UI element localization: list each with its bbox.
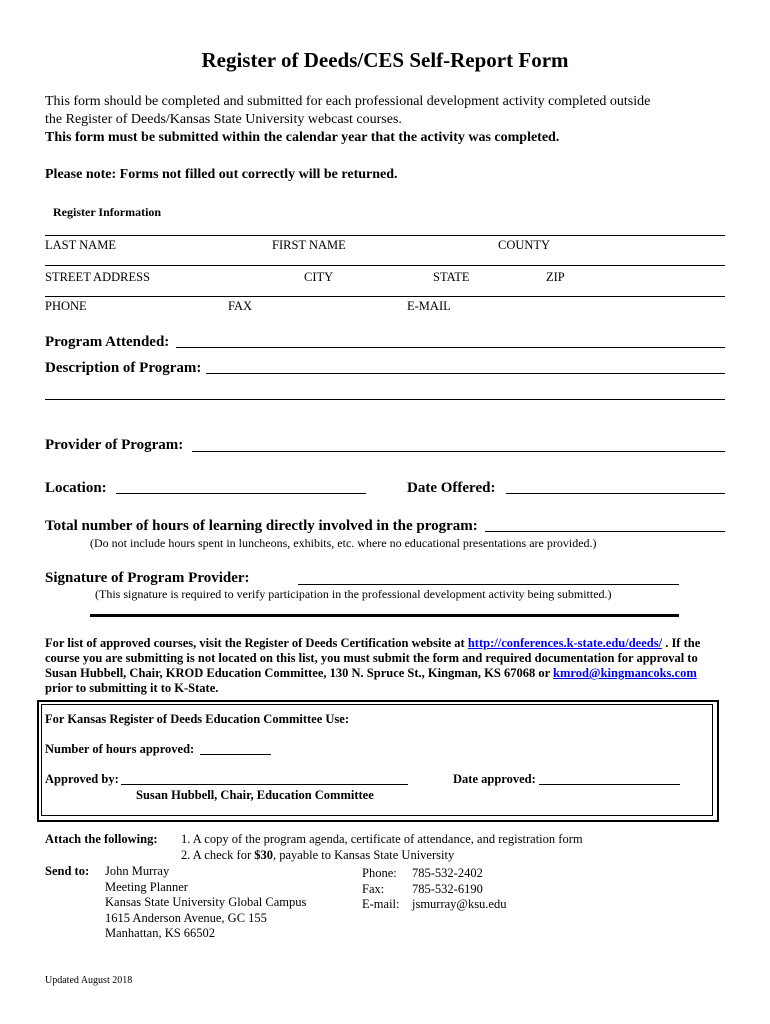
intro-line-1: This form should be completed and submitted for each professional development activity completed outside <box>45 94 651 109</box>
last-name-label: LAST NAME <box>45 238 116 252</box>
contact-fax: 785-532-6190 <box>412 881 483 896</box>
contact-labels <box>362 866 400 913</box>
date-approved-label: Date approved: <box>453 772 536 786</box>
hours-note: (Do not include hours spent in luncheons, exhibits, etc. where no educational presentations are provided.) <box>90 536 597 550</box>
date-offered-field[interactable] <box>506 493 725 494</box>
contact-email: jsmurray@ksu.edu <box>412 897 507 911</box>
state-label: STATE <box>433 270 470 284</box>
total-hours-field[interactable] <box>485 531 725 532</box>
program-attended-label: Program Attended: <box>45 334 170 350</box>
hours-approved-field[interactable] <box>200 754 271 755</box>
chair-name: Susan Hubbell, Chair, Education Committee <box>136 788 374 802</box>
intro-line-2: the Register of Deeds/Kansas State University webcast courses. <box>45 112 402 127</box>
signature-label: Signature of Program Provider: <box>45 570 250 586</box>
attach-item-2-text-b: , payable to Kansas State University <box>273 848 455 862</box>
courses-paragraph <box>45 636 735 696</box>
provider-field[interactable] <box>192 451 725 452</box>
intro-line-3: This form must be submitted within the calendar year that the activity was completed. <box>45 130 560 145</box>
footer-updated: Updated August 2018 <box>45 975 133 986</box>
deeds-website-link[interactable]: http://conferences.k-state.edu/deeds/ <box>467 636 663 650</box>
attach-item-2 <box>181 848 454 863</box>
provider-label: Provider of Program: <box>45 437 184 453</box>
street-address-label: STREET ADDRESS <box>45 270 150 284</box>
program-description-field[interactable] <box>206 373 725 374</box>
location-field[interactable] <box>116 493 366 494</box>
divider <box>45 265 725 266</box>
courses-line-2: course you are submitting is not located on this list, you must submit the form and required documentation for approval to <box>45 651 698 665</box>
first-name-label: FIRST NAME <box>272 238 346 252</box>
fax-label: FAX <box>228 299 253 313</box>
courses-text-2: . If the <box>662 636 701 650</box>
committee-heading: For Kansas Register of Deeds Education Committee Use: <box>45 712 350 726</box>
divider <box>45 296 725 297</box>
send-to-label: Send to: <box>45 864 90 878</box>
divider <box>45 235 725 236</box>
send-address <box>105 864 306 942</box>
page-title: Register of Deeds/CES Self-Report Form <box>201 48 569 72</box>
krod-email-link[interactable]: kmrod@kingmancoks.com <box>553 666 697 680</box>
send-city: Manhattan, KS 66502 <box>105 926 216 940</box>
note-text: Please note: Forms not filled out correctly will be returned. <box>45 167 398 182</box>
approved-by-field[interactable] <box>121 784 408 785</box>
contact-phone: 785-532-2402 <box>412 866 483 880</box>
divider-thick <box>90 614 679 617</box>
attach-label: Attach the following: <box>45 832 158 846</box>
contact-values <box>412 866 506 913</box>
attach-item-1: 1. A copy of the program agenda, certificate of attendance, and registration form <box>181 832 583 846</box>
send-org: Kansas State University Global Campus <box>105 895 307 909</box>
courses-line-4: prior to submitting it to K-State. <box>45 681 219 695</box>
county-label: COUNTY <box>498 238 551 252</box>
courses-text-1: For list of approved courses, visit the Register of Deeds Certification website at <box>45 636 468 650</box>
program-attended-field[interactable] <box>176 347 725 348</box>
attach-item-2-text-a: 2. A check for <box>181 848 255 862</box>
zip-label: ZIP <box>546 270 565 284</box>
contact-email-label: E-mail: <box>362 897 400 911</box>
city-label: CITY <box>304 270 334 284</box>
location-label: Location: <box>45 480 107 496</box>
program-description-label: Description of Program: <box>45 360 202 376</box>
send-street: 1615 Anderson Avenue, GC 155 <box>105 910 267 925</box>
date-approved-field[interactable] <box>539 784 680 785</box>
contact-phone-label: Phone: <box>362 866 397 880</box>
email-label: E-MAIL <box>407 299 451 313</box>
send-name: John Murray <box>105 864 170 878</box>
phone-label: PHONE <box>45 299 87 313</box>
signature-note: (This signature is required to verify participation in the professional development activity being submitted.) <box>95 587 612 601</box>
signature-field[interactable] <box>298 584 679 585</box>
courses-line-3: Susan Hubbell, Chair, KROD Education Committee, 130 N. Spruce St., Kingman, KS 67068 or <box>45 666 554 680</box>
program-description-field-2[interactable] <box>45 399 725 400</box>
approved-by-label: Approved by: <box>45 772 119 786</box>
date-offered-label: Date Offered: <box>407 480 496 496</box>
attach-amount: $30 <box>254 848 273 862</box>
total-hours-label: Total number of hours of learning directly involved in the program: <box>45 518 478 534</box>
contact-fax-label: Fax: <box>362 881 385 896</box>
send-role: Meeting Planner <box>105 879 188 894</box>
hours-approved-label: Number of hours approved: <box>45 742 195 756</box>
register-info-heading: Register Information <box>53 205 162 219</box>
